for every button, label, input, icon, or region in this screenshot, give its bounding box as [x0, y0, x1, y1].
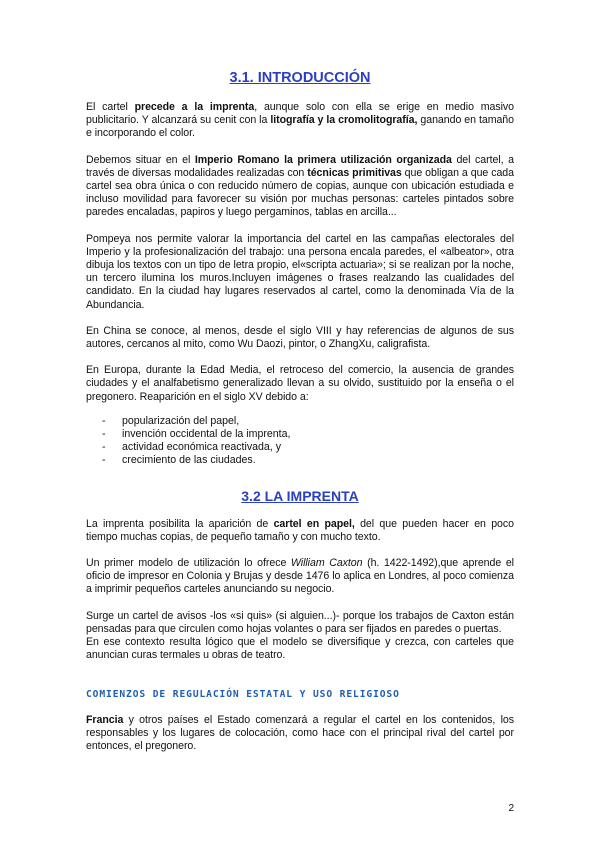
- page-content: [86, 70, 514, 766]
- bold-text: cartel en papel,: [273, 517, 355, 530]
- paragraph-china: En China se conoce, al menos, desde el siglo VIII y hay referencias de algunos de sus autores, cercanos al mito, como Wu Daozi, pintor, o ZhangXu, caligrafista.: [86, 324, 514, 351]
- list-item-text: popularización del papel,: [122, 414, 240, 427]
- paragraph-diversificacion: En ese contexto resulta lógico que el modelo se diversifique y crezca, con carteles que anuncian curas termales u obras de teatro.: [86, 636, 514, 662]
- text: La imprenta posibilita la aparición de: [86, 517, 274, 530]
- list-item: [86, 428, 514, 441]
- paragraph-europa: En Europa, durante la Edad Media, el retroceso del comercio, la ausencia de grandes ciudades y el analfabetismo generalizado llevan a su olvido, sustituido por la enseña o el pregonero. Reaparición en el siglo XV debido a:: [86, 364, 514, 403]
- text: del cartel, a través de diversas modalidades realizadas con: [86, 153, 515, 179]
- paragraph-francia: [86, 714, 514, 754]
- section-heading-imprenta: 3.2 LA IMPRENTA: [241, 487, 359, 504]
- list-bullet: -: [102, 428, 106, 441]
- list-item-text: actividad económica reactivada, y: [122, 441, 281, 454]
- paragraph-cartel-imprenta: [86, 101, 514, 141]
- paragraph-si-quis: Surge un cartel de avisos -los «si quis» (si alguien...)- porque los trabajos de Caxton están pensadas para que circulen como hojas volantes o para ser fijados en paredes o puertas.: [86, 609, 514, 635]
- list-bullet: -: [102, 441, 106, 454]
- subheading-regulacion: COMIENZOS DE REGULACIÓN ESTATAL Y USO RELIGIOSO: [86, 688, 400, 700]
- paragraph-cartel-papel: [86, 518, 514, 544]
- text: (h. 1422-1492),que aprende el oficio de impresor en Colonia y Brujas y desde 1476 lo aplica en Londres, al poco comienza a imprimir pequeños carteles anunciando su negocio.: [86, 557, 514, 596]
- text: que obligan a que cada cartel sea obra única o con reducido número de copias, aunque con ubicación estudiada e incluso movilidad para favorecer su visión por muchas personas: carteles pintados sobre paredes encaladas, papiros y luego pergaminos, tablas en arcilla...: [86, 166, 514, 219]
- list-bullet: -: [102, 454, 106, 467]
- list-item: [86, 415, 514, 428]
- list-item-text: invención occidental de la imprenta,: [122, 428, 291, 441]
- text: Debemos situar en el: [86, 153, 195, 166]
- bold-text: precede a la imprenta: [134, 101, 255, 113]
- paragraph-caxton: [86, 557, 514, 597]
- list-item-text: crecimiento de las ciudades.: [122, 454, 256, 467]
- text: del que pueden hacer en poco tiempo muchas copias, de pequeño tamaño y con mucho texto.: [86, 517, 514, 543]
- bold-text: litografía y la cromolitografía,: [270, 114, 418, 127]
- text: y otros países el Estado comenzará a regular el cartel en los contenidos, los responsables y los lugares de colocación, como hace con el principal rival del cartel por entonces, el pregonero.: [86, 713, 514, 752]
- bold-text: Francia: [86, 713, 124, 726]
- text: , aunque solo con ella se erige en medio masivo publicitario. Y alcanzará su cenit con la: [86, 101, 514, 127]
- bold-text: técnicas primitivas: [307, 166, 402, 179]
- text: El cartel: [86, 101, 135, 113]
- italic-text: William Caxton: [290, 557, 363, 570]
- page-number: 2: [508, 803, 514, 814]
- list-bullet: -: [102, 414, 106, 427]
- section-heading-introduccion: 3.1. INTRODUCCIÓN: [229, 70, 371, 86]
- text: Un primer modelo de utilización lo ofrece: [86, 557, 291, 570]
- bold-text: Imperio Romano la primera utilización organizada: [194, 153, 452, 166]
- reasons-list: [86, 415, 514, 468]
- paragraph-imperio-romano: [86, 154, 514, 220]
- text: ganando en tamaño e incorporando el color.: [86, 114, 514, 140]
- list-item: [86, 441, 514, 454]
- paragraph-pompeya: Pompeya nos permite valorar la importancia del cartel en las campañas electorales del Imperio y la profesionalización del trabajo: una persona encala paredes, el «albeator», otra dibuja los textos con un tipo de letra propio, el«scripta actuaria»; si se realizan por la noche, un tercero ilumina los muros.Incluyen imágenes o frases realzando las cualidades del candidato. En la ciudad hay lugares reservados al cartel, como la denominada Vía de la Abundancia.: [86, 232, 514, 311]
- list-item: [86, 454, 514, 467]
